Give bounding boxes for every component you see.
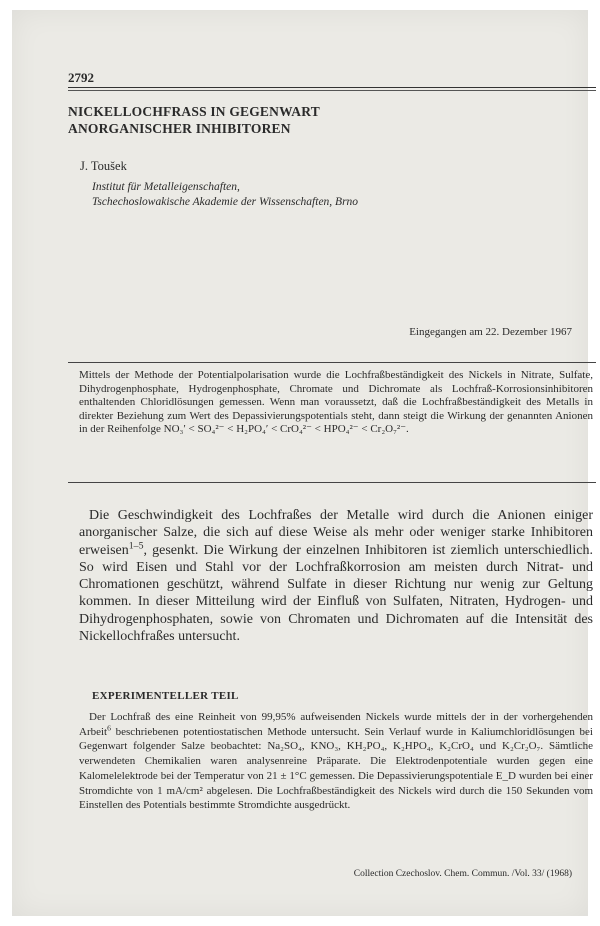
reference-marker: 1–5 (128, 539, 144, 551)
header-rule (68, 87, 596, 88)
title-line-1: NICKELLOCHFRASS IN GEGENWART (68, 104, 320, 119)
title-line-2: ANORGANISCHER INHIBITOREN (68, 121, 291, 136)
abstract-text: Mittels der Methode der Potentialpolarisation wurde die Lochfraßbeständigkeit des Nickels in Nitrate, Sulfate, Dihydrogenphosphate, Hydrogenphosphate, Chromate und Dichromate als Lochfraß-Korrosionsinhibitoren enthaltenden Chloridlösungen gemessen. Wenn man voraussetzt, daß die Lochfraßbeständigkeit des Metalls in direkter Beziehung zum Wert des Depassivierungspotentials steht, dann steigt die Wirkung der genannten Anionen in der Reihenfolge (79, 369, 593, 435)
header-rule-thin (68, 90, 596, 91)
affiliation (92, 180, 358, 210)
intro-paragraph: Die Geschwindigkeit des Lochfraßes der Metalle wird durch die Anionen einiger anorganischer Salze, die sich auf diese Weise als mehr oder weniger starke Inhibitoren erweisen$^{1-5}$, gesenkt. Die Wirkung der einzelnen Inhibitoren ist ziemlich unterschiedlich. So wird Eisen und Stahl vor der Lochfraßkorrosion am meisten durch Nitrat- und Chromationen geschützt, während Sulfate in dieser Richtung nur wenig zur Geltung kommen. In dieser Mitteilung wird der Einfluß von Sulfaten, Nitraten, Hydrogen- und Dihydrogenphosphaten, sowie von Chromaten und Dichromaten auf die Intensität des Nickellochfraßes untersucht. (79, 508, 593, 645)
abstract (79, 369, 593, 437)
abstract-rule-top (68, 362, 596, 363)
article-title (68, 103, 568, 137)
page-number: 2792 (68, 70, 94, 85)
received-date: Eingegangen am 22. Dezember 1967 (409, 326, 572, 338)
anion-series: NO₃′ < SO₄²⁻ < H₂PO₄′ < CrO₄²⁻ < HPO₄²⁻ < Cr₂O₇²⁻. (163, 423, 409, 435)
journal-page (12, 10, 593, 916)
affiliation-line-1: Institut für Metalleigenschaften, (92, 181, 240, 193)
reference-marker-6: 6 (107, 723, 111, 733)
section-heading: EXPERIMENTELLER TEIL (92, 690, 239, 702)
affiliation-line-2: Tschechoslowakische Akademie der Wissenschaften, Brno (92, 196, 359, 208)
experimental-paragraph: Der Lochfraß des eine Reinheit von 99,95% aufweisenden Nickels wurde mittels der in der vorhergehenden Arbeit$^6$ beschriebenen potentiostatischen Methode untersucht. Sein Verlauf wurde in Kaliumchloridlösungen bei Gegenwart folgender Salze beobachtet: Na₂SO₄, KNO₃, KH₂PO₄, K₂HPO₄, K₂CrO₄ und K₂Cr₂O₇. Sämtliche verwendeten Chemikalien waren analysenreine Präparate. Die Elektrodenpotentiale wurden gegen eine Kalomelelektrode bei der Temperatur von 21 ± 1°C gemessen. Die Depassivierungspotentiale E_D wurden bei einer Stromdichte von 1 mA/cm² abgelesen. Die Lochfraßbeständigkeit des Nickels wird durch die 150 Sekunden vom Einstellen des Potentials bestimmte Stromdichte ausgedrückt. (79, 711, 593, 812)
abstract-rule-bottom (68, 482, 596, 483)
author-name: J. Toušek (80, 159, 127, 173)
journal-citation: Collection Czechoslov. Chem. Commun. /Vol. 33/ (1968) (353, 869, 572, 879)
